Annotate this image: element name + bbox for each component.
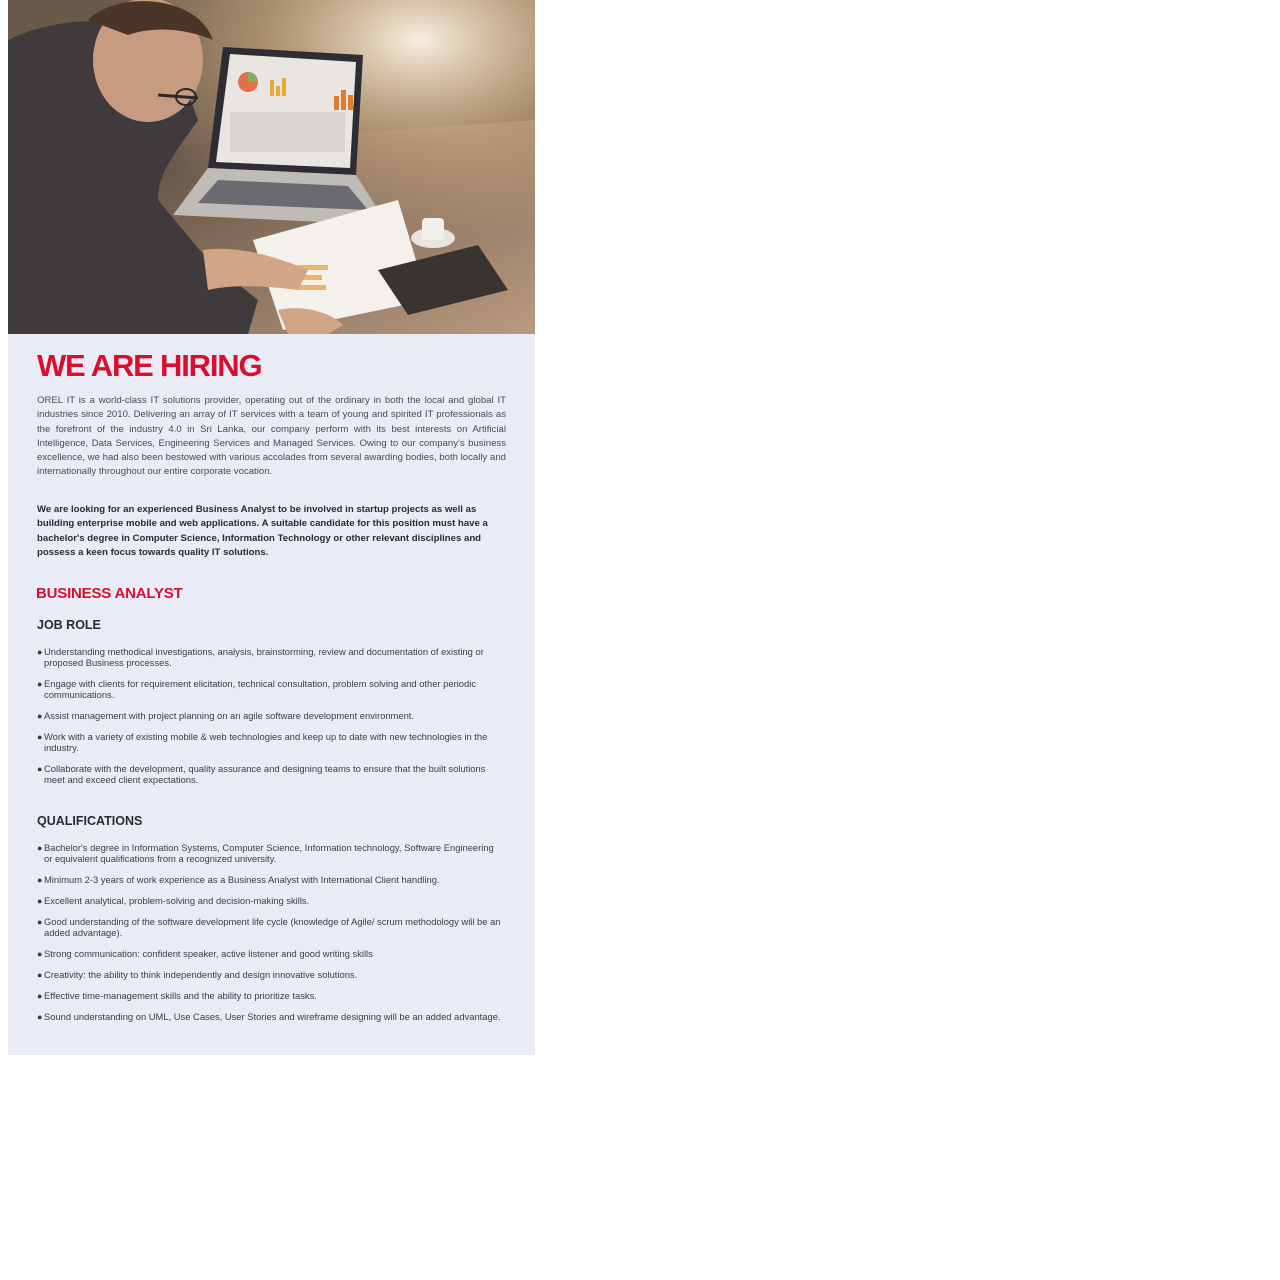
list-item [37,917,502,938]
bullet-icon: ● [37,991,43,1001]
list-item-text: Collaborate with the development, quality assurance and designing teams to ensure that the built solutions meet and exceed client expectations. [44,763,486,785]
list-item [37,711,502,722]
bullet-icon: ● [37,679,43,689]
list-item [37,764,502,785]
list-item-text: Understanding methodical investigations, analysis, brainstorming, review and documentation of existing or proposed Business processes. [44,646,484,668]
bullet-icon: ● [37,1012,43,1022]
bullet-icon: ● [37,896,43,906]
list-item [37,896,502,907]
list-item-text: Effective time-management skills and the ability to prioritize tasks. [44,990,317,1001]
list-item [37,1012,502,1023]
bullet-icon: ● [37,949,43,959]
position-summary: We are looking for an experienced Business Analyst to be involved in startup projects as well as building enterprise mobile and web applications. A suitable candidate for this position must have a bachelor's degree in Computer Science, Information Technology or other relevant disciplines and possess a keen focus towards quality IT solutions. [37,504,488,558]
bullet-icon: ● [37,843,43,853]
list-item-text: Assist management with project planning on an agile software development environment. [44,710,415,721]
list-item [37,970,502,981]
bullet-icon: ● [37,875,43,885]
bullet-icon: ● [37,732,43,742]
hiring-title: WE ARE HIRING [37,348,262,383]
office-laptop-image [8,0,535,334]
list-item [37,875,502,886]
position-title: BUSINESS ANALYST [36,585,183,602]
list-item-text: Strong communication: confident speaker, active listener and good writing skills [44,948,373,959]
list-item-text: Work with a variety of existing mobile & web technologies and keep up to date with new technologies in the industry. [44,731,488,753]
list-item-text: Minimum 2-3 years of work experience as a Business Analyst with International Client handling. [44,874,440,885]
job-role-heading: JOB ROLE [37,618,101,632]
bullet-icon: ● [37,970,43,980]
list-item [37,732,502,753]
job-poster [8,0,535,1055]
bullet-icon: ● [37,764,43,774]
list-item-text: Good understanding of the software development life cycle (knowledge of Agile/ scrum methodology will be an added advantage). [44,916,501,938]
header-photo [8,0,535,334]
list-item [37,679,502,700]
list-item [37,843,502,864]
list-item-text: Engage with clients for requirement elicitation, technical consultation, problem solving and other periodic communications. [44,678,477,700]
list-item-text: Creativity: the ability to think independently and design innovative solutions. [44,969,358,980]
company-intro: OREL IT is a world-class IT solutions provider, operating out of the ordinary in both the local and global IT industries since 2010. Delivering an array of IT services with a team of young and spirited IT professionals as the forefront of the industry 4.0 in Sri Lanka, our company perform with its best interests on Artificial Intelligence, Data Services, Engineering Services and Managed Services. Owing to our company's business excellence, we had also been bestowed with various accolades from several awarding bodies, both locally and internationally throughout our entire corporate vocation. [37,395,506,478]
list-item [37,647,502,668]
bullet-icon: ● [37,917,43,927]
bullet-icon: ● [37,647,43,657]
qualifications-heading: QUALIFICATIONS [37,814,143,828]
list-item-text: Excellent analytical, problem-solving and decision-making skills. [44,895,310,906]
list-item-text: Sound understanding on UML, Use Cases, User Stories and wireframe designing will be an added advantage. [44,1011,501,1022]
list-item [37,991,502,1002]
bullet-icon: ● [37,711,43,721]
list-item [37,949,502,960]
list-item-text: Bachelor's degree in Information Systems, Computer Science, Information technology, Software Engineering or equivalent qualifications from a recognized university. [44,842,494,864]
